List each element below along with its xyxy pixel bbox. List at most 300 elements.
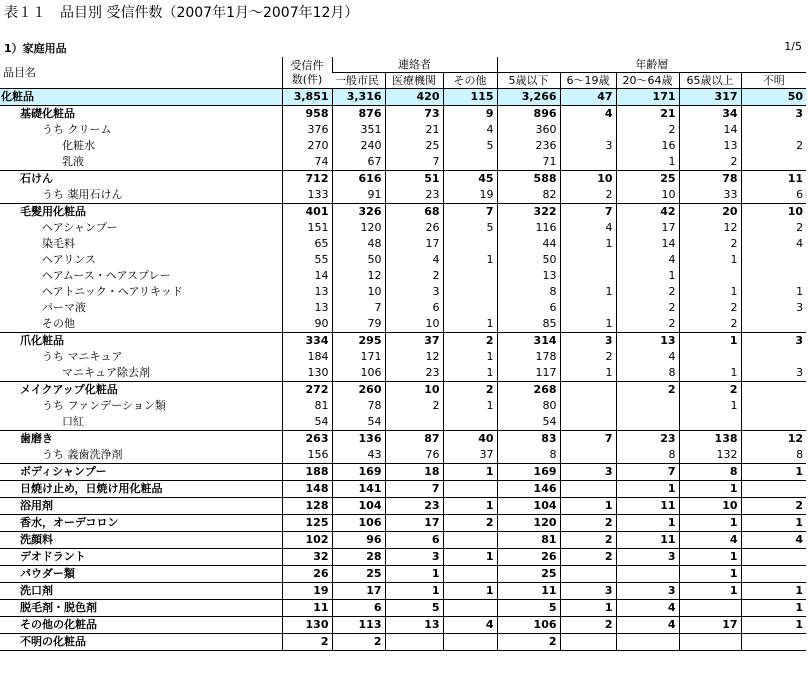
row-value-cell: 616 (332, 171, 385, 188)
row-value-cell: 25 (385, 138, 443, 154)
row-value-cell: 2 (443, 515, 497, 532)
row-item-name: その他の化粧品 (0, 617, 282, 634)
row-value-cell: 376 (282, 122, 332, 138)
table-row (0, 431, 806, 448)
row-value-cell: 2 (332, 634, 385, 651)
row-value-cell: 2 (616, 316, 679, 333)
header-age-20-64: 20～64歳 (616, 73, 679, 89)
row-value-cell: 19 (282, 583, 332, 600)
row-item-name: 爪化粧品 (0, 333, 282, 350)
row-value-cell: 26 (385, 220, 443, 236)
row-value-cell: 3 (385, 549, 443, 566)
row-value-cell: 50 (497, 252, 560, 268)
row-value-cell (560, 481, 616, 498)
row-value-cell: 47 (560, 89, 616, 106)
table-row (0, 566, 806, 583)
row-value-cell: 104 (497, 498, 560, 515)
row-value-cell: 295 (332, 333, 385, 350)
row-value-cell: 81 (497, 532, 560, 549)
row-value-cell: 2 (616, 284, 679, 300)
row-value-cell: 4 (616, 600, 679, 617)
row-value-cell (443, 600, 497, 617)
row-item-name: 日焼け止め，日焼け用化粧品 (0, 481, 282, 498)
row-value-cell: 25 (497, 566, 560, 583)
row-value-cell: 4 (679, 532, 741, 549)
table-row (0, 498, 806, 515)
row-value-cell: 2 (679, 236, 741, 252)
row-value-cell: 3 (741, 365, 806, 382)
row-value-cell: 4 (443, 617, 497, 634)
row-value-cell (741, 122, 806, 138)
row-value-cell: 263 (282, 431, 332, 448)
table-row (0, 316, 806, 333)
row-value-cell: 17 (385, 515, 443, 532)
row-value-cell: 13 (385, 617, 443, 634)
row-value-cell: 8 (497, 284, 560, 300)
row-value-cell: 12 (385, 349, 443, 365)
row-value-cell: 82 (497, 187, 560, 204)
table-row (0, 532, 806, 549)
row-value-cell: 1 (679, 398, 741, 414)
row-value-cell: 102 (282, 532, 332, 549)
row-value-cell: 1 (679, 252, 741, 268)
row-value-cell (741, 398, 806, 414)
table-row (0, 481, 806, 498)
row-value-cell: 1 (385, 583, 443, 600)
row-value-cell: 1 (616, 154, 679, 171)
row-value-cell: 1 (741, 600, 806, 617)
row-value-cell: 7 (616, 464, 679, 481)
row-value-cell: 8 (616, 447, 679, 464)
row-value-cell: 54 (332, 414, 385, 431)
row-value-cell: 14 (679, 122, 741, 138)
row-item-name: その他 (42, 317, 75, 330)
row-value-cell: 5 (443, 138, 497, 154)
row-value-cell: 2 (560, 617, 616, 634)
row-value-cell: 128 (282, 498, 332, 515)
row-value-cell: 68 (385, 204, 443, 221)
row-value-cell: 169 (497, 464, 560, 481)
header-contact-medical: 医療機関 (385, 73, 443, 89)
row-item-name: 毛髪用化粧品 (0, 204, 282, 221)
row-value-cell: 14 (282, 268, 332, 284)
row-item-name: 洗顔料 (0, 532, 282, 549)
row-value-cell: 1 (679, 365, 741, 382)
row-value-cell: 3,851 (282, 89, 332, 106)
row-value-cell (560, 566, 616, 583)
row-value-cell: 13 (497, 268, 560, 284)
table-row (0, 365, 806, 382)
row-value-cell: 6 (385, 300, 443, 316)
row-value-cell: 116 (497, 220, 560, 236)
row-value-cell: 1 (616, 515, 679, 532)
row-value-cell: 45 (443, 171, 497, 188)
row-value-cell: 1 (741, 515, 806, 532)
row-item-name: 歯磨き (0, 431, 282, 448)
row-value-cell (741, 316, 806, 333)
row-item-name: 乳液 (62, 155, 84, 168)
row-value-cell: 90 (282, 316, 332, 333)
row-value-cell (443, 284, 497, 300)
row-value-cell: 1 (679, 566, 741, 583)
row-value-cell: 37 (385, 333, 443, 350)
row-value-cell: 8 (679, 464, 741, 481)
table-row (0, 333, 806, 350)
row-value-cell: 117 (497, 365, 560, 382)
row-value-cell: 132 (679, 447, 741, 464)
row-value-cell (560, 414, 616, 431)
row-value-cell: 106 (332, 515, 385, 532)
row-value-cell: 326 (332, 204, 385, 221)
row-value-cell (616, 398, 679, 414)
row-value-cell: 7 (443, 204, 497, 221)
page-number: 1/5 (784, 40, 802, 53)
row-value-cell (741, 634, 806, 651)
table-row (0, 382, 806, 399)
section-heading: 1）家庭用品 (4, 42, 67, 55)
row-value-cell: 1 (560, 365, 616, 382)
row-value-cell: 3 (385, 284, 443, 300)
row-value-cell: 1 (443, 316, 497, 333)
table-row (0, 634, 806, 651)
row-value-cell: 51 (385, 171, 443, 188)
row-value-cell: 1 (741, 583, 806, 600)
table-row (0, 220, 806, 236)
row-value-cell: 113 (332, 617, 385, 634)
row-value-cell (741, 382, 806, 399)
table-row (0, 187, 806, 204)
row-value-cell: 20 (679, 204, 741, 221)
row-value-cell (741, 549, 806, 566)
row-value-cell: 83 (497, 431, 560, 448)
row-value-cell: 2 (679, 316, 741, 333)
row-value-cell: 6 (385, 532, 443, 549)
row-value-cell: 2 (443, 333, 497, 350)
row-value-cell: 17 (332, 583, 385, 600)
row-value-cell: 26 (497, 549, 560, 566)
row-value-cell: 26 (282, 566, 332, 583)
row-value-cell: 1 (679, 549, 741, 566)
row-value-cell: 1 (741, 617, 806, 634)
row-value-cell: 50 (741, 89, 806, 106)
row-value-cell (741, 252, 806, 268)
table-row (0, 464, 806, 481)
row-value-cell: 130 (282, 365, 332, 382)
row-value-cell (443, 300, 497, 316)
row-value-cell (560, 398, 616, 414)
row-item-name: 洗口剤 (0, 583, 282, 600)
row-value-cell: 1 (679, 333, 741, 350)
page-title: 表１１ 品目別 受信件数（2007年1月～2007年12月） (4, 5, 359, 21)
table-row (0, 600, 806, 617)
row-value-cell: 67 (332, 154, 385, 171)
row-value-cell: 55 (282, 252, 332, 268)
row-value-cell: 130 (282, 617, 332, 634)
row-value-cell: 188 (282, 464, 332, 481)
row-value-cell (679, 414, 741, 431)
header-item-name: 品目名 (3, 66, 36, 79)
row-value-cell (560, 634, 616, 651)
row-value-cell: 8 (497, 447, 560, 464)
row-value-cell: 3,316 (332, 89, 385, 106)
header-contact-other: その他 (443, 73, 497, 89)
row-value-cell: 2 (385, 398, 443, 414)
row-value-cell: 10 (560, 171, 616, 188)
row-value-cell: 10 (616, 187, 679, 204)
row-value-cell: 236 (497, 138, 560, 154)
row-value-cell: 18 (385, 464, 443, 481)
row-value-cell: 11 (616, 498, 679, 515)
row-value-cell: 7 (385, 481, 443, 498)
row-value-cell: 40 (443, 431, 497, 448)
row-value-cell: 3,266 (497, 89, 560, 106)
row-value-cell: 1 (560, 236, 616, 252)
row-value-cell: 13 (616, 333, 679, 350)
row-value-cell: 54 (497, 414, 560, 431)
row-value-cell: 13 (282, 284, 332, 300)
row-item-name: デオドラント (0, 549, 282, 566)
row-value-cell: 268 (497, 382, 560, 399)
row-value-cell: 156 (282, 447, 332, 464)
row-value-cell: 2 (616, 382, 679, 399)
row-item-name: メイクアップ化粧品 (0, 382, 282, 399)
row-value-cell: 17 (679, 617, 741, 634)
table-row (0, 549, 806, 566)
row-value-cell: 1 (679, 481, 741, 498)
row-value-cell (679, 600, 741, 617)
row-item-name: うち ファンデーション類 (42, 399, 166, 412)
row-value-cell: 4 (616, 617, 679, 634)
row-value-cell: 146 (497, 481, 560, 498)
row-value-cell: 125 (282, 515, 332, 532)
header-contact: 連絡者 (332, 57, 497, 73)
row-value-cell: 85 (497, 316, 560, 333)
row-value-cell: 7 (560, 431, 616, 448)
row-value-cell: 2 (741, 498, 806, 515)
table-row (0, 106, 806, 123)
row-value-cell: 184 (282, 349, 332, 365)
row-value-cell: 81 (282, 398, 332, 414)
row-value-cell (560, 268, 616, 284)
table-row (0, 583, 806, 600)
row-value-cell: 1 (443, 549, 497, 566)
row-value-cell: 2 (282, 634, 332, 651)
row-value-cell: 10 (679, 498, 741, 515)
row-value-cell: 17 (616, 220, 679, 236)
table-row (0, 300, 806, 316)
row-value-cell: 3 (616, 549, 679, 566)
table-row (0, 122, 806, 138)
row-value-cell: 78 (332, 398, 385, 414)
row-value-cell: 50 (332, 252, 385, 268)
header-age-0-5: 5歳以下 (497, 73, 560, 89)
row-value-cell: 28 (332, 549, 385, 566)
row-value-cell: 2 (741, 220, 806, 236)
row-value-cell: 42 (616, 204, 679, 221)
row-value-cell: 588 (497, 171, 560, 188)
row-value-cell: 4 (443, 122, 497, 138)
table-body (0, 89, 806, 651)
row-item-name: うち クリーム (42, 123, 112, 136)
row-value-cell: 2 (385, 268, 443, 284)
row-value-cell: 5 (443, 220, 497, 236)
row-item-name: ボディシャンプー (0, 464, 282, 481)
row-value-cell (741, 349, 806, 365)
row-value-cell: 4 (741, 532, 806, 549)
table-row (0, 284, 806, 300)
table-row (0, 268, 806, 284)
row-value-cell: 6 (332, 600, 385, 617)
row-value-cell: 712 (282, 171, 332, 188)
row-value-cell (385, 634, 443, 651)
row-value-cell: 23 (385, 365, 443, 382)
row-value-cell: 1 (443, 398, 497, 414)
row-item-name: うち 薬用石けん (42, 188, 123, 201)
row-value-cell: 6 (497, 300, 560, 316)
row-value-cell: 23 (385, 187, 443, 204)
row-value-cell: 7 (385, 154, 443, 171)
row-value-cell: 169 (332, 464, 385, 481)
row-value-cell (385, 414, 443, 431)
row-value-cell (616, 566, 679, 583)
row-value-cell: 13 (679, 138, 741, 154)
row-value-cell (443, 414, 497, 431)
row-value-cell: 11 (282, 600, 332, 617)
row-value-cell: 11 (741, 171, 806, 188)
row-value-cell: 1 (443, 349, 497, 365)
row-value-cell: 2 (679, 382, 741, 399)
row-item-name: 不明の化粧品 (0, 634, 282, 651)
row-value-cell (560, 122, 616, 138)
row-value-cell: 7 (560, 204, 616, 221)
row-value-cell: 80 (497, 398, 560, 414)
row-value-cell: 4 (385, 252, 443, 268)
row-value-cell: 4 (616, 349, 679, 365)
row-value-cell: 240 (332, 138, 385, 154)
row-value-cell: 11 (497, 583, 560, 600)
row-value-cell: 79 (332, 316, 385, 333)
row-value-cell: 10 (332, 284, 385, 300)
table-row (0, 398, 806, 414)
header-contact-public: 一般市民 (332, 73, 385, 89)
row-value-cell: 3 (741, 106, 806, 123)
row-value-cell (560, 154, 616, 171)
row-value-cell: 260 (332, 382, 385, 399)
row-value-cell: 2 (560, 349, 616, 365)
row-value-cell: 43 (332, 447, 385, 464)
row-value-cell: 34 (679, 106, 741, 123)
row-value-cell: 44 (497, 236, 560, 252)
row-value-cell: 5 (385, 600, 443, 617)
row-value-cell (741, 414, 806, 431)
row-value-cell: 1 (741, 464, 806, 481)
row-value-cell: 73 (385, 106, 443, 123)
row-value-cell (443, 481, 497, 498)
row-value-cell (443, 566, 497, 583)
table-row (0, 89, 806, 106)
row-value-cell: 1 (616, 268, 679, 284)
row-value-cell: 896 (497, 106, 560, 123)
row-value-cell (560, 382, 616, 399)
row-value-cell: 401 (282, 204, 332, 221)
row-value-cell: 17 (385, 236, 443, 252)
row-value-cell: 14 (616, 236, 679, 252)
row-value-cell: 1 (679, 583, 741, 600)
table-row (0, 236, 806, 252)
row-item-name: 染毛料 (42, 237, 75, 250)
table-row (0, 138, 806, 154)
row-value-cell: 12 (741, 431, 806, 448)
row-item-name: 化粧水 (62, 139, 95, 152)
row-value-cell: 1 (560, 316, 616, 333)
row-value-cell: 334 (282, 333, 332, 350)
row-item-name: 基礎化粧品 (0, 106, 282, 123)
row-item-name: うち マニキュア (42, 350, 123, 363)
row-value-cell: 2 (616, 122, 679, 138)
header-age-unknown: 不明 (741, 73, 806, 89)
row-value-cell: 876 (332, 106, 385, 123)
row-value-cell: 4 (616, 252, 679, 268)
row-value-cell: 2 (679, 154, 741, 171)
row-value-cell (560, 300, 616, 316)
row-value-cell: 1 (741, 284, 806, 300)
row-value-cell: 37 (443, 447, 497, 464)
row-value-cell: 78 (679, 171, 741, 188)
row-value-cell: 1 (385, 566, 443, 583)
row-value-cell: 120 (332, 220, 385, 236)
row-value-cell: 9 (443, 106, 497, 123)
table-row (0, 204, 806, 221)
header-age-65plus: 65歳以上 (679, 73, 741, 89)
table-row (0, 515, 806, 532)
row-value-cell: 21 (616, 106, 679, 123)
row-value-cell: 2 (679, 300, 741, 316)
row-value-cell: 314 (497, 333, 560, 350)
row-value-cell: 3 (560, 583, 616, 600)
row-value-cell: 87 (385, 431, 443, 448)
row-value-cell: 2 (497, 634, 560, 651)
row-value-cell: 25 (332, 566, 385, 583)
table-row (0, 349, 806, 365)
row-value-cell: 76 (385, 447, 443, 464)
row-value-cell: 71 (497, 154, 560, 171)
row-value-cell: 1 (443, 365, 497, 382)
table-row (0, 447, 806, 464)
row-value-cell: 48 (332, 236, 385, 252)
row-value-cell: 148 (282, 481, 332, 498)
row-value-cell: 360 (497, 122, 560, 138)
row-value-cell: 4 (560, 106, 616, 123)
row-value-cell: 7 (332, 300, 385, 316)
row-item-name: 口紅 (62, 415, 84, 428)
row-value-cell: 21 (385, 122, 443, 138)
row-value-cell: 23 (385, 498, 443, 515)
row-value-cell: 10 (741, 204, 806, 221)
row-value-cell: 23 (616, 431, 679, 448)
row-value-cell: 54 (282, 414, 332, 431)
row-value-cell: 2 (560, 549, 616, 566)
header-age: 年齢層 (497, 57, 806, 73)
row-item-name: 香水，オーデコロン (0, 515, 282, 532)
row-value-cell: 1 (443, 464, 497, 481)
row-value-cell: 96 (332, 532, 385, 549)
row-value-cell: 958 (282, 106, 332, 123)
row-value-cell: 351 (332, 122, 385, 138)
table-row (0, 154, 806, 171)
row-value-cell: 4 (560, 220, 616, 236)
row-value-cell: 420 (385, 89, 443, 106)
row-value-cell: 10 (385, 316, 443, 333)
